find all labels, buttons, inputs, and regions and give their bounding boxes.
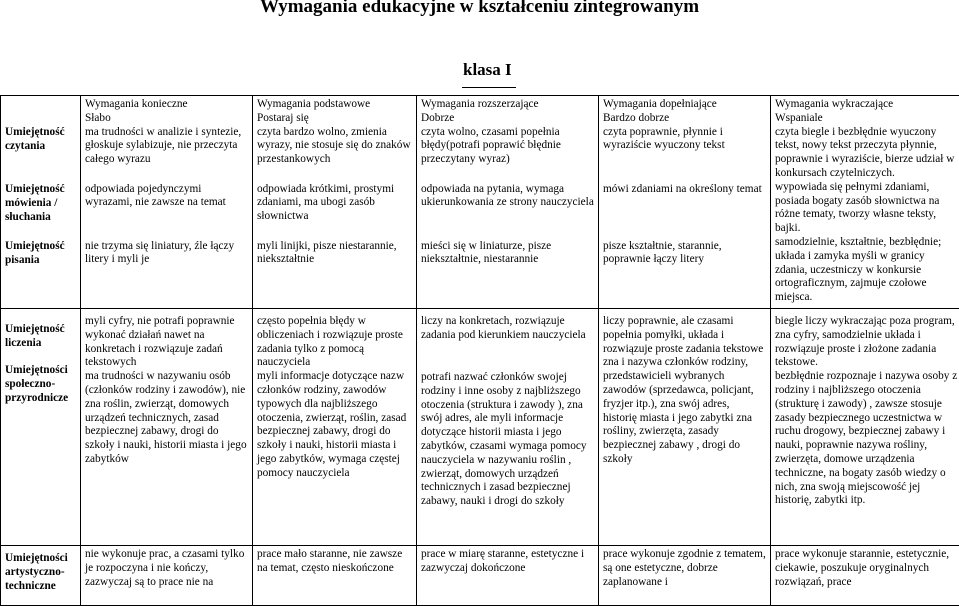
column-rozszerzajace-2 [417, 309, 599, 546]
cell-writing: myli linijki, pisze niestarannie, niekształtnie [257, 240, 412, 268]
header-level: Wymagania wykraczające [775, 98, 958, 112]
header-level: Wymagania podstawowe [257, 98, 412, 112]
header-grade: Słabo [85, 112, 248, 126]
column-podstawowe-2 [253, 309, 417, 546]
cell-social-nature: potrafi nazwać członków swojej rodziny i inne osoby z najbliższego otoczenia (struktura i zawody ), zna swój adres, ale myli informacje dotyczące historii miasta i jego zabytków, czasami wymaga pomocy nauczyciela w nazywaniu roślin , zwierząt, domowych urządzeń technicznych i zasad bezpiecznej zabawy, nauki i drogi do szkoły [421, 371, 594, 509]
cell-writing: nie trzyma się liniatury, źle łączy litery i myli je [85, 240, 248, 268]
cell-art-konieczne: nie wykonuje prac, a czasami tylko je rozpoczyna i nie kończy, zazwyczaj są to prace nie na [81, 546, 253, 606]
cell-reading: czyta bardzo wolno, zmienia wyrazy, nie stosuje się do znaków przestankowych [257, 126, 412, 183]
column-podstawowe [253, 96, 417, 309]
cell-speaking: mówi zdaniami na określony temat [603, 183, 766, 240]
cell-art-wykraczajace: prace wykonuje starannie, estetycznie, ciekawie, poszukuje oryginalnych rozwiązań, prace [771, 546, 959, 606]
skill-labels-group-1 [1, 96, 81, 309]
header-grade: Wspaniale [775, 112, 958, 126]
column-konieczne [81, 96, 253, 309]
header-grade: Postaraj się [257, 112, 412, 126]
cell-math: liczy poprawnie, ale czasami popełnia pomyłki, układa i rozwiązuje proste zadania tekstowe [603, 315, 766, 356]
cell-social-nature: myli informacje dotyczące nazw członków rodziny, zawodów typowych dla najbliższego otoczenia, zwierząt, roślin, zasad bezpiecznej zabawy, drogi do szkoły i nauki, historii miasta i jego zabytków, wymaga częstej pomocy nauczyciela [257, 370, 412, 480]
column-konieczne-2 [81, 309, 253, 546]
cell-social-nature: bezbłędnie rozpoznaje i nazywa osoby z rodziny i najbliższego otoczenia (strukturę i zawody) , zawsze stosuje zasady bezpiecznego uczestnictwa w ruchu drogowy, bezpiecznej zabawy i nauki, poprawnie nazywa rośliny, zwierzęta, domowe urządzenia techniczne, na bogaty zasób wiedzy o nich, zna swoją miejscowość jej historię, zabytki itp. [775, 370, 958, 508]
column-dopelniajace-2 [599, 309, 771, 546]
skill-label-math: Umiejętność liczenia [5, 323, 76, 364]
skill-labels-group-3 [1, 546, 81, 606]
cell-writing: pisze kształtnie, starannie, poprawnie łączy litery [603, 240, 766, 268]
cell-speaking: odpowiada pojedynczymi wyrazami, nie zawsze na temat [85, 183, 248, 240]
cell-social-nature: zna i nazywa członków rodziny, przedstawicieli wybranych zawodów (sprzedawca, policjant, fryzjer itp.), zna swój adres, historię miasta i jego zabytki zna rośliny, zwierzęta, zasady bezpiecznej zabawy , drogi do szkoły [603, 356, 766, 466]
header-level: Wymagania dopełniające [603, 98, 766, 112]
skill-label-reading: Umiejętność czytania [5, 126, 76, 183]
requirements-table [0, 95, 959, 606]
column-rozszerzajace [417, 96, 599, 309]
cell-reading: czyta wolno, czasami popełnia błędy(potrafi poprawić błędnie przeczytany wyraz) [421, 126, 594, 183]
skill-label-speaking: Umiejętność mówienia / słuchania [5, 183, 76, 240]
skill-labels-group-2 [1, 309, 81, 546]
header-grade: Dobrze [421, 112, 594, 126]
cell-math: często popełnia błędy w obliczeniach i rozwiązuje proste zadania tylko z pomocą nauczyciela [257, 315, 412, 370]
skill-label-art-technical: Umiejętności artystyczno-techniczne [5, 552, 76, 593]
header-level: Wymagania konieczne [85, 98, 248, 112]
class-heading: klasa I [463, 60, 512, 80]
column-wykraczajace-2 [771, 309, 959, 546]
cell-art-dopelniajace: prace wykonuje zgodnie z tematem, są one estetyczne, dobrze zaplanowane i [599, 546, 771, 606]
cell-reading: ma trudności w analizie i syntezie, głoskuje sylabizuje, nie przeczyta całego wyrazu [85, 126, 248, 183]
cell-speaking: wypowiada się pełnymi zdaniami, posiada bogaty zasób słownictwa na różne tematy, tworzy własne teksty, bajki. [775, 181, 958, 236]
column-wykraczajace [771, 96, 959, 309]
cell-art-rozszerzajace: prace w miarę staranne, estetyczne i zazwyczaj dokończone [417, 546, 599, 606]
cell-reading: czyta poprawnie, płynnie i wyraziście wyuczony tekst [603, 126, 766, 183]
skill-label-writing: Umiejętność pisania [5, 240, 76, 268]
header-grade: Bardzo dobrze [603, 112, 766, 126]
cell-social-nature: ma trudności w nazywaniu osób (członków rodziny i zawodów), nie zna roślin, zwierząt, domowych urządzeń technicznych, zasad bezpiecznej zabawy, drogi do szkoły i nauki, historii miasta i jego zabytków [85, 370, 248, 467]
cell-reading: czyta biegle i bezbłędnie wyuczony tekst, nowy tekst przeczyta płynnie, poprawnie i wyraziście, bierze udział w konkursach czytelniczych. [775, 126, 958, 181]
cell-math: liczy na konkretach, rozwiązuje zadania pod kierunkiem nauczyciela [421, 315, 594, 371]
document-title: Wymagania edukacyjne w kształceniu zintegrowanym [0, 0, 959, 18]
skill-label-social-nature: Umiejętności społeczno-przyrodnicze [5, 364, 76, 405]
class-heading-underline [462, 87, 516, 88]
column-dopelniajace [599, 96, 771, 309]
cell-speaking: odpowiada na pytania, wymaga ukierunkowania ze strony nauczyciela [421, 183, 594, 240]
cell-speaking: odpowiada krótkimi, prostymi zdaniami, ma ubogi zasób słownictwa [257, 183, 412, 240]
header-level: Wymagania rozszerzające [421, 98, 594, 112]
cell-math: biegle liczy wykraczając poza program, zna cyfry, samodzielnie układa i rozwiązuje proste i złożone zadania tekstowe. [775, 315, 958, 370]
cell-writing: mieści się w liniaturze, pisze niekształtnie, niestarannie [421, 240, 594, 268]
cell-math: myli cyfry, nie potrafi poprawnie wykonać działań nawet na konkretach i rozwiązuje zadań tekstowych [85, 315, 248, 370]
cell-writing: samodzielnie, kształtnie, bezbłędnie; układa i zamyka myśli w granicy zdania, uczestniczy w konkursie ortograficznym, zajmuje czołowe miejsca. [775, 236, 958, 305]
cell-art-podstawowe: prace mało staranne, nie zawsze na temat, często nieskończone [253, 546, 417, 606]
